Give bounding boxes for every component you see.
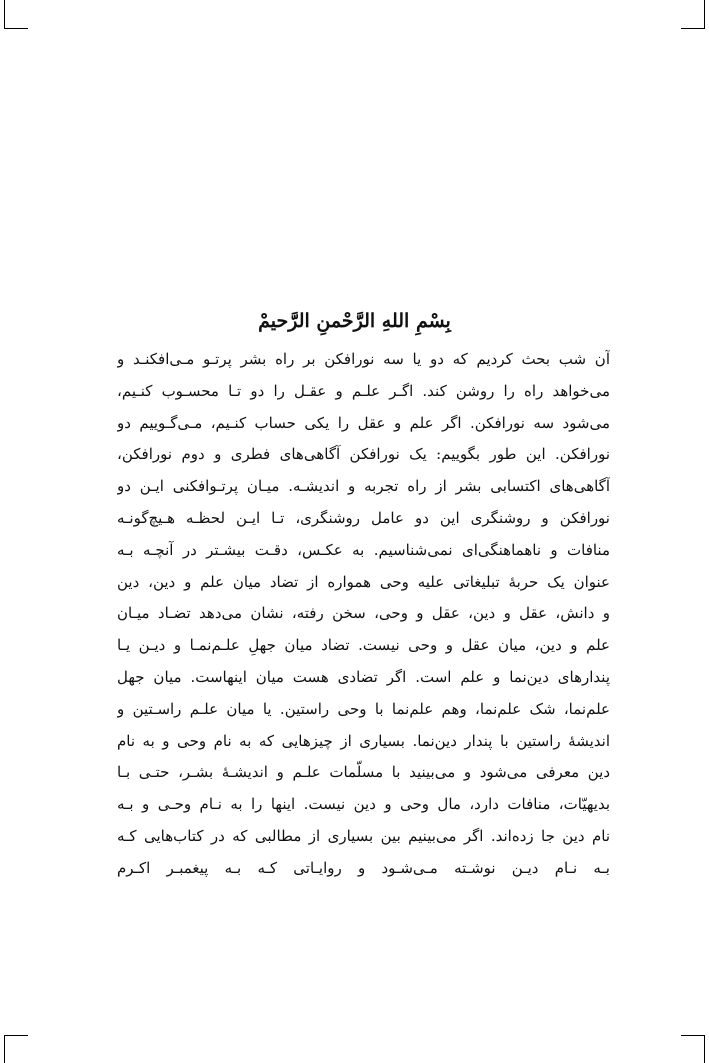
crop-mark-top-right-horizontal (681, 28, 705, 29)
text-line: اندیشهٔ راستین با پندار دین‌نما. بسیاری از چیزهایی که به نام وحی و به نام (117, 731, 610, 750)
text-line: دین معرفی می‌شود و می‌بینید با مسلّمات علـم و اندیشـهٔ بشـر، حتـی بـا (117, 763, 610, 782)
text-line: نام دین جا زده‌اند. اگر می‌بینیم بین بسیاری از مطالبی که در کتاب‌هایی کـه (117, 826, 610, 845)
crop-mark-top-left-vertical (4, 0, 5, 28)
text-line: منافات و ناهماهنگی‌ای نمی‌شناسیم. به عکـس، دقـت بیشـتر در آنچـه بـه (117, 540, 610, 559)
crop-mark-bottom-right-vertical (704, 1035, 705, 1063)
text-line: و دانش، عقل و دین، عقل و وحی، سخن رفته، نشان می‌دهد تضـاد میـان (117, 604, 610, 623)
text-line: بدیهیّات، منافات دارد، مال وحی و دین نیست. اینها را به نـام وحـی و بـه (117, 795, 610, 814)
text-line: عنوان یک حربهٔ تبلیغاتی علیه وحی همواره از تضاد میان علم و دین، دین (117, 572, 610, 591)
text-line: بـه نـام دیـن نوشـته مـی‌شـود و روایـاتی کـه بـه پیغمبـر اکـرم (117, 858, 610, 877)
text-line: علم‌نما، شک علم‌نما، وهم علم‌نما با وحی راستین. یا میان علـم راسـتین و (117, 699, 610, 718)
text-line: نورافکن. این طور بگوییم: یک نورافکن آگاهی‌های فطری و دوم نورافکن، (117, 445, 610, 464)
page-heading-basmala: بِسْمِ اللهِ الرَّحْمنِ الرَّحیمْ (258, 310, 451, 332)
text-line: آگاهی‌های اکتسابی بشر از راه تجربه و اندیشـه. میـان پرتـوافکنی ایـن دو (117, 477, 610, 496)
crop-mark-top-right-vertical (704, 0, 705, 28)
text-line: آن شب بحث کردیم که دو یا سه نورافکن بر راه بشر پرتـو مـی‌افکنـد و (117, 350, 610, 368)
text-line: پندارهای دین‌نما و علم است. اگر تضادی هست میان اینهاست. میان جهل (117, 667, 610, 686)
crop-mark-bottom-right-horizontal (681, 1035, 705, 1036)
text-line: می‌خواهد راه را روشن کند. اگـر علـم و عقـل را دو تـا محسـوب کنـیم، (117, 381, 610, 400)
text-line: علم و دین، میان عقل و وحی نیست. تضاد میان جهلِ علـم‌نمـا و دیـن یـا (117, 636, 610, 655)
body-paragraph (117, 344, 610, 885)
text-line: نورافکن و روشنگری این دو عامل روشنگری، تـا ایـن لحظـه هـیچ‌گونـه (117, 508, 610, 527)
crop-mark-bottom-left-horizontal (4, 1035, 28, 1036)
text-line: می‌شود سه نورافکن. اگر علم و عقل را یکی حساب کنـیم، مـی‌گـوییم دو (117, 413, 610, 432)
crop-mark-bottom-left-vertical (4, 1035, 5, 1063)
crop-mark-top-left-horizontal (4, 28, 28, 29)
